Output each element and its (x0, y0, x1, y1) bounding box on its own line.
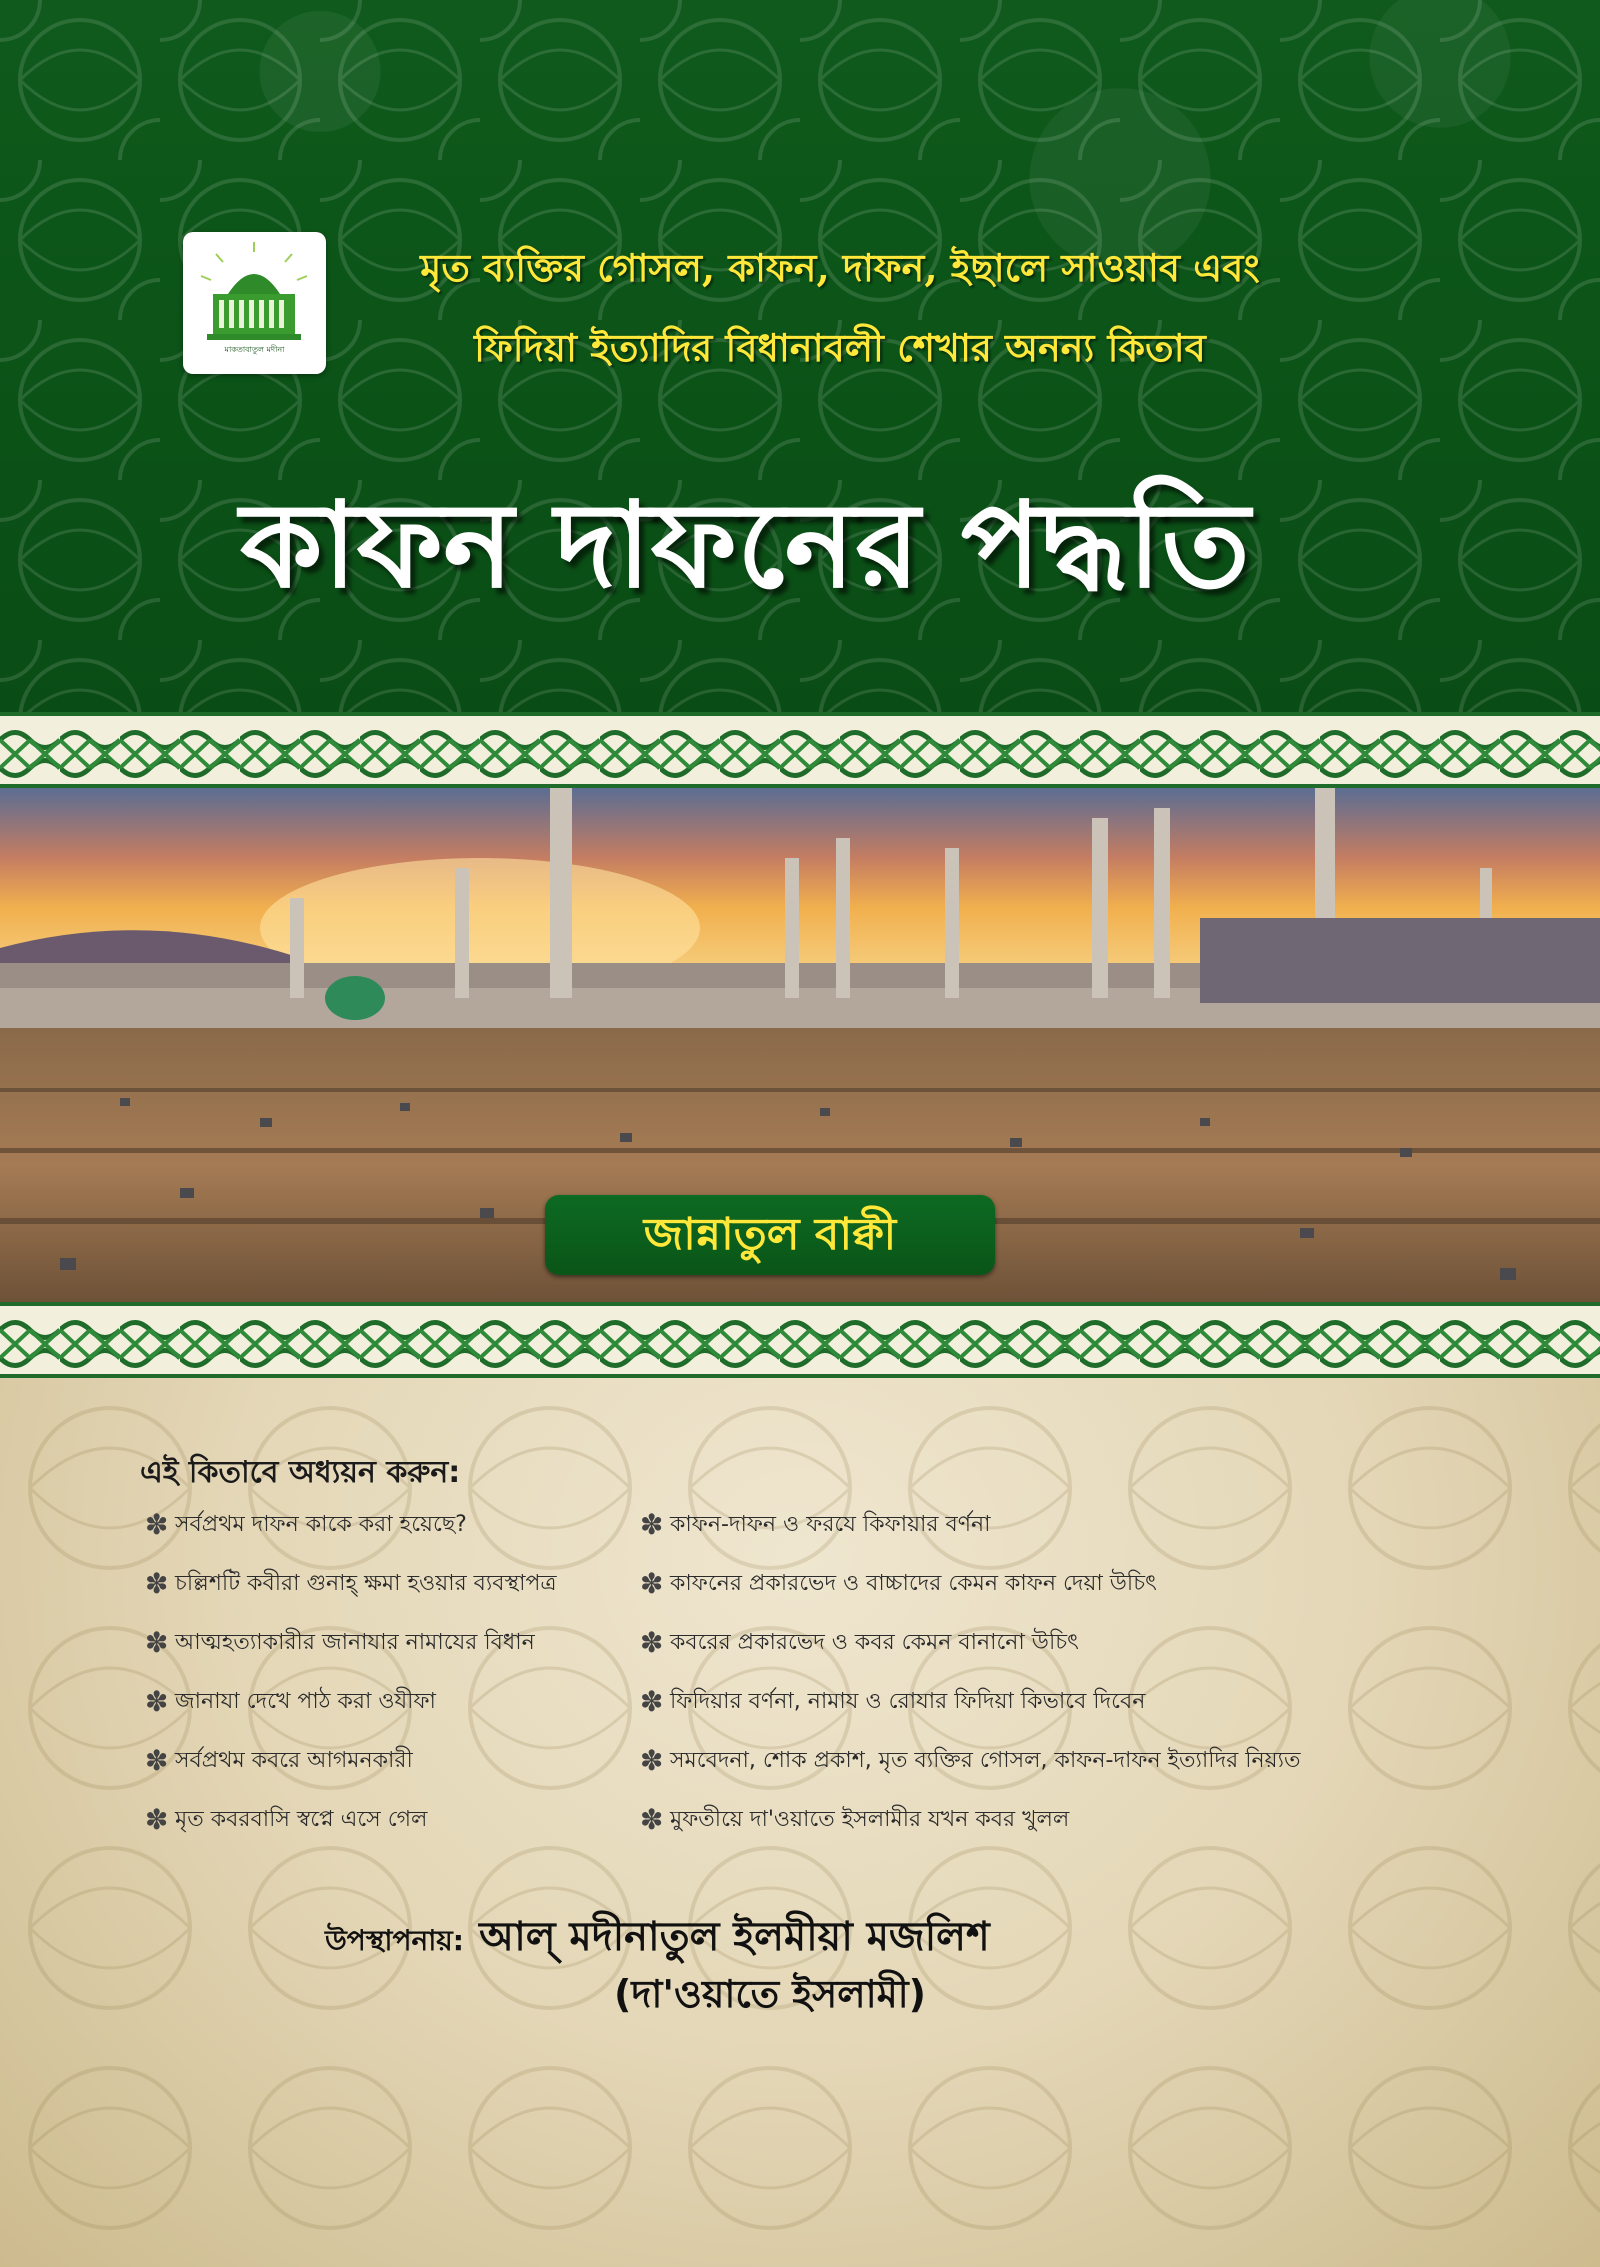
list-item (145, 1741, 413, 1781)
flower-bullet-icon: ✽ (640, 1685, 664, 1718)
list-item-text: আত্মহত্যাকারীর জানাযার নামাযের বিধান (175, 1630, 535, 1655)
flower-bullet-icon: ✽ (145, 1508, 169, 1541)
list-item (640, 1623, 1079, 1663)
flower-bullet-icon: ✽ (145, 1685, 169, 1718)
subtitle-line-2: ফিদিয়া ইত্যাদির বিধানাবলী শেখার অনন্য কিতাব (474, 325, 1206, 370)
presented-by (325, 1905, 1325, 1965)
flower-bullet-icon: ✽ (640, 1567, 664, 1600)
list-item-text: মৃত কবরবাসি স্বপ্নে এসে গেল (175, 1807, 428, 1832)
list-item-text: চল্লিশটি কবীরা গুনাহ্ ক্ষমা হওয়ার ব্যবস্থাপত্র (175, 1571, 557, 1596)
list-item (145, 1800, 427, 1840)
list-item-text: ফিদিয়ার বর্ণনা, নামায ও রোযার ফিদিয়া কিভাবে দিবেন (670, 1689, 1146, 1714)
list-item (145, 1682, 436, 1722)
contents-heading: এই কিতাবে অধ্যয়ন করুন: (140, 1455, 461, 1490)
flower-bullet-icon: ✽ (640, 1744, 664, 1777)
list-item (640, 1505, 991, 1545)
list-item (640, 1741, 1301, 1781)
list-item (145, 1564, 557, 1604)
list-item-text: কাফন-দাফন ও ফরযে কিফায়ার বর্ণনা (670, 1512, 991, 1537)
list-item-text: কবরের প্রকারভেদ ও কবর কেমন বানানো উচিৎ (670, 1630, 1079, 1655)
knot-pattern (0, 720, 1600, 788)
list-item-text: সর্বপ্রথম দাফন কাকে করা হয়েছে? (175, 1512, 467, 1537)
mosque-cemetery-photo (0, 788, 1600, 1302)
photo-caption-box (545, 1195, 995, 1275)
flower-bullet-icon: ✽ (145, 1626, 169, 1659)
flower-bullet-icon: ✽ (640, 1626, 664, 1659)
list-item (640, 1800, 1069, 1840)
list-item-text: সমবেদনা, শোক প্রকাশ, মৃত ব্যক্তির গোসল, কাফন-দাফন ইত্যাদির নিয়্যত (670, 1748, 1301, 1773)
subtitle-line-1: মৃত ব্যক্তির গোসল, কাফন, দাফন, ইছালে সাওয়াব এবং (420, 245, 1260, 290)
list-item (640, 1564, 1157, 1604)
flower-bullet-icon: ✽ (640, 1803, 664, 1836)
photo-caption: জান্নাতুল বাক্বী (643, 1209, 897, 1260)
presented-label: উপস্থাপনায়: (325, 1924, 464, 1957)
flower-bullet-icon: ✽ (145, 1567, 169, 1600)
decorative-band-top (0, 712, 1600, 788)
list-item (145, 1623, 535, 1663)
logo-caption: মাকতাবাতুল মদীনা (224, 345, 285, 354)
list-item-text: কাফনের প্রকারভেদ ও বাচ্চাদের কেমন কাফন দেয়া উচিৎ (670, 1571, 1157, 1596)
presented-organization-parent: (দা'ওয়াতে ইসলামী) (614, 1972, 926, 2016)
flower-bullet-icon: ✽ (640, 1508, 664, 1541)
book-title: কাফন দাফনের পদ্ধতি (240, 476, 1250, 614)
flower-bullet-icon: ✽ (145, 1803, 169, 1836)
list-item-text: মুফতীয়ে দা'ওয়াতে ইসলামীর যখন কবর খুলল (670, 1807, 1070, 1832)
cover-header (0, 0, 1600, 715)
flower-bullet-icon: ✽ (145, 1744, 169, 1777)
list-item-text: সর্বপ্রথম কবরে আগমনকারী (175, 1748, 413, 1773)
list-item-text: জানাযা দেখে পাঠ করা ওযীফা (175, 1689, 436, 1714)
presented-organization: আল্ মদীনাতুল ইলমীয়া মজলিশ (479, 1914, 990, 1960)
list-item (145, 1505, 467, 1545)
decorative-band-bottom (0, 1302, 1600, 1378)
list-item (640, 1682, 1145, 1722)
knot-pattern (0, 1310, 1600, 1378)
